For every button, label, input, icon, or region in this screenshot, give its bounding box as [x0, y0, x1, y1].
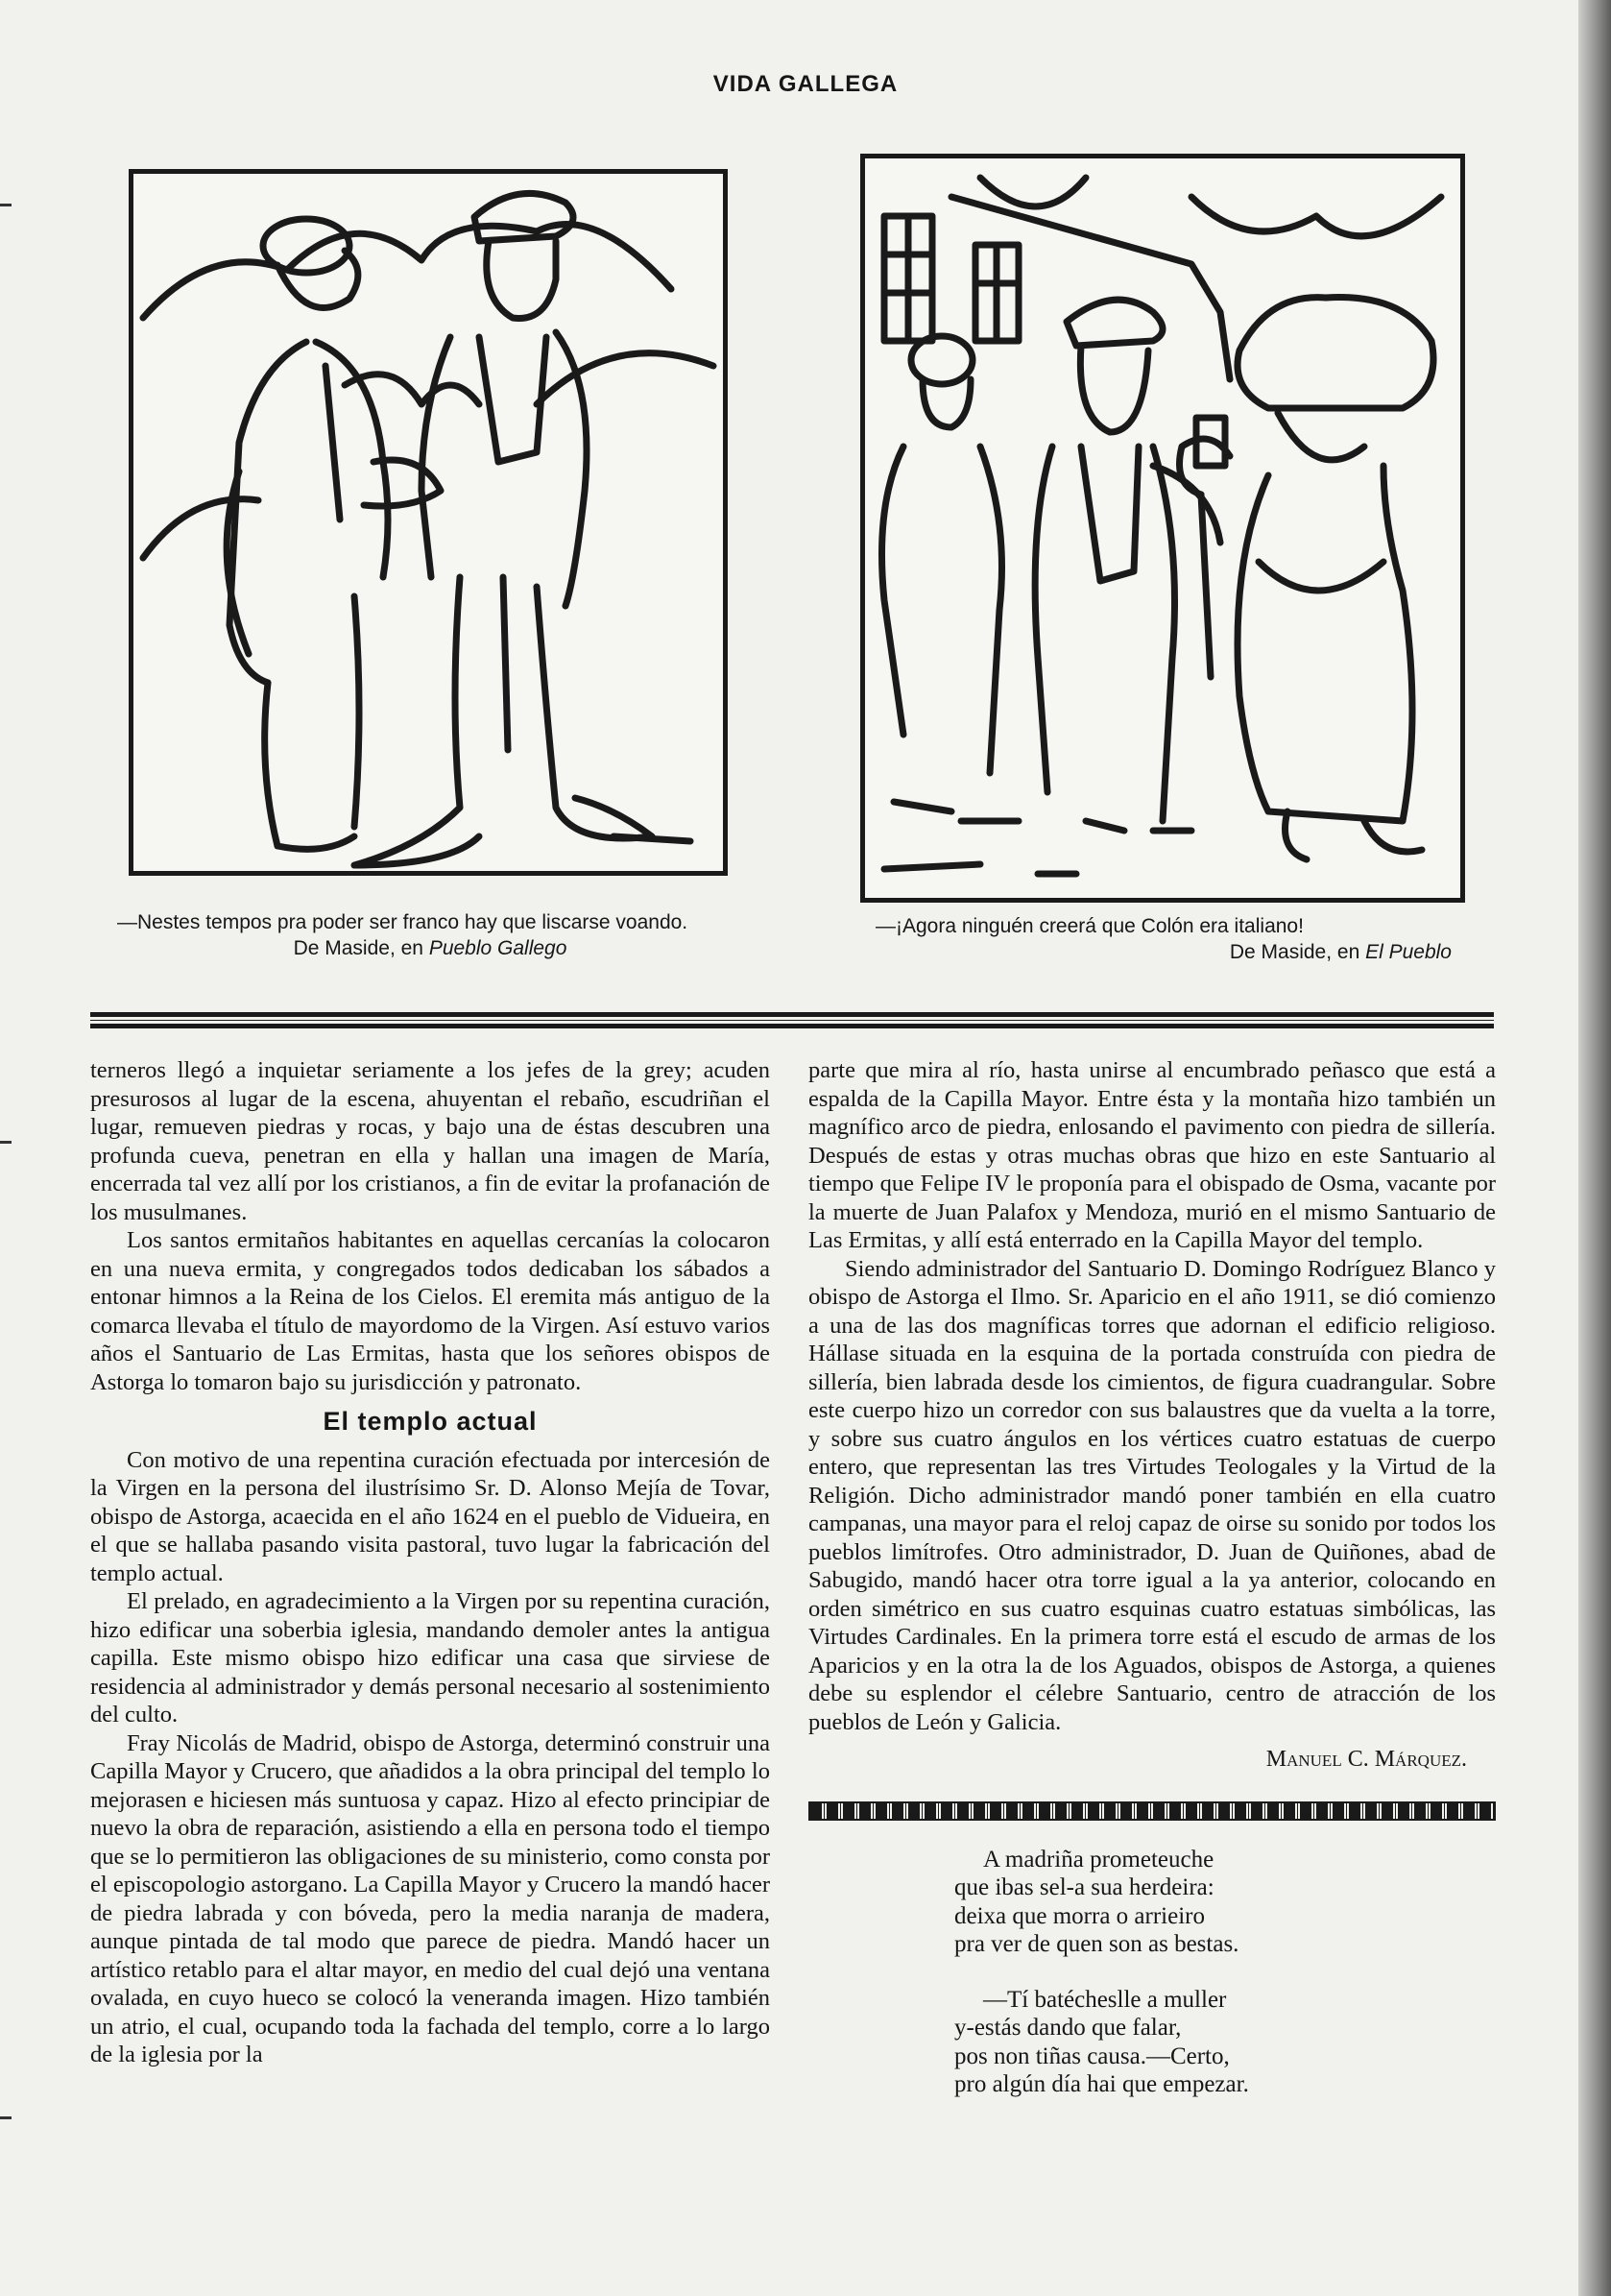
- cartoon-right-drawing: [865, 158, 1460, 898]
- cartoon-left-drawing: [133, 174, 723, 871]
- cartoon-right-caption-text: —¡Agora ninguén creerá que Colón era italiano!: [876, 915, 1304, 937]
- cartoon-left-credit: [117, 936, 743, 960]
- cartoon-right-caption: [876, 914, 1452, 964]
- credit-prefix: De Maside, en: [1229, 941, 1360, 963]
- credit-source: El Pueblo: [1365, 941, 1452, 963]
- book-spine-edge: [1578, 0, 1611, 2296]
- poem-line: A madriña prometeuche: [983, 1846, 1214, 1873]
- poem-line: pra ver de quen son as bestas.: [954, 1931, 1239, 1957]
- poem-line: pro algún día hai que empezar.: [954, 2071, 1249, 2097]
- binding-mark: [0, 1141, 12, 1144]
- poem-line: deixa que morra o arrieiro: [954, 1902, 1205, 1929]
- article-paragraph: El prelado, en agradecimiento a la Virgen por su repentina curación, hizo edificar una soberbia iglesia, mandando demoler antes la antigua capilla. Este mismo obispo hizo edificar una casa que sirviese de residencia al administrador y demás personal necesario al sostenimiento del culto.: [90, 1588, 770, 1728]
- article-subheading: El templo actual: [323, 1407, 538, 1436]
- poem: [954, 1846, 1496, 2099]
- poem-line: pos non tiñas causa.—Certo,: [954, 2042, 1230, 2069]
- credit-prefix: De Maside, en: [293, 937, 423, 959]
- article-paragraph: parte que mira al río, hasta unirse al encumbrado peñasco que está a espalda de la Capilla Mayor. Entre ésta y la montaña hizo también un magnífico arco de piedra, enlosando el pavimento con piedra de sillería. Después de estas y otras muchas obras que hizo en este Santuario al tiempo que Felipe IV le proponía para el obispado de Osma, vacante por la muerte de Juan Palafox y Mendoza, murió en el mismo Santuario de Las Ermitas, y allí está enterrado en la Capilla Mayor del templo.: [808, 1057, 1496, 1253]
- binding-mark: [0, 2116, 12, 2119]
- article-paragraph: Los santos ermitaños habitantes en aquellas cercanías la colocaron en una nueva ermita, y congregados todos dedicaban los sábados a entonar himnos a la Reina de los Cielos. El eremita más antiguo de la comarca llevaba el título de mayordomo de la Virgen. Así estuvo varios años el Santuario de Las Ermitas, hasta que los señores obispos de Astorga lo tomaron bajo su jurisdicción y patronato.: [90, 1227, 770, 1395]
- article-right-column: [808, 1056, 1496, 2126]
- article-left-column: [90, 1056, 770, 2069]
- ornamental-divider: [808, 1801, 1496, 1821]
- poem-stanza: [954, 1986, 1496, 2099]
- poem-line: y-estás dando que falar,: [954, 2015, 1182, 2041]
- poem-line: que ibas sel-a sua herdeira:: [954, 1874, 1214, 1900]
- cartoon-right-credit: [876, 940, 1452, 964]
- poem-line: —Tí batécheslle a muller: [983, 1986, 1227, 2013]
- section-rule: [90, 1012, 1494, 1028]
- article-paragraph: Fray Nicolás de Madrid, obispo de Astorga, determinó construir una Capilla Mayor y Crucero, que añadidos a la obra principal del templo lo mejorasen e hiciesen más suntuosa y capaz. Hizo al efecto principiar de nuevo la obra de reparación, asistiendo a ella en persona todo el tiempo que se lo permitieron las obligaciones de su ministerio, como consta por el episcopologio astorgano. La Capilla Mayor y Crucero la mandó hacer de piedra labrada y con bóveda, pero la media naranja de madera, aunque pintada de tal modo que parece de piedra. Mandó hacer un artístico retablo para el altar mayor, en medio del cual dejó una ventana ovalada, en cuyo hueco se colocó la veneranda imagen. Hizo también un atrio, el cual, ocupando toda la fachada del templo, corre a lo largo de la iglesia por la: [90, 1729, 770, 2067]
- cartoon-right: [860, 154, 1465, 903]
- article-paragraph: Con motivo de una repentina curación efectuada por intercesión de la Virgen en la persona del ilustrísimo Sr. D. Alonso Mejía de Tovar, obispo de Astorga, acaecida en el año 1624 en el pueblo de Vidueira, en el que se hallaba pasando visita pastoral, tuvo lugar la fabricación del templo actual.: [90, 1446, 770, 1586]
- binding-mark: [0, 204, 12, 206]
- cartoon-left-caption: [117, 910, 743, 960]
- cartoon-left: [129, 169, 728, 876]
- cartoon-left-caption-text: —Nestes tempos pra poder ser franco hay que liscarse voando.: [117, 911, 688, 933]
- poem-stanza: [954, 1846, 1496, 1959]
- page-header: VIDA GALLEGA: [712, 71, 899, 97]
- article-signature: Manuel C. Márquez.: [1265, 1747, 1467, 1772]
- article-paragraph: terneros llegó a inquietar seriamente a los jefes de la grey; acuden presurosos al lugar de la escena, ahuyentan el rebaño, escudriñan el lugar, remueven piedras y rocas, y bajo una de éstas descubren una profunda cueva, penetran en ella y hallan una imagen de María, encerrada tal vez allí por los cristianos, a fin de evitar la profanación de los musulmanes.: [90, 1057, 770, 1225]
- credit-source: Pueblo Gallego: [428, 937, 567, 959]
- article-paragraph: Siendo administrador del Santuario D. Domingo Rodríguez Blanco y obispo de Astorga el Ilmo. Sr. Aparicio en el año 1911, se dió comienzo a una de las dos magníficas torres que adornan el edificio religioso. Hállase situada en la esquina de la portada construída con piedra de sillería, bien labrada desde los cimientos, de figura cuadrangular. Sobre este cuerpo hizo un corredor con sus balaustres que da vuelta a la torre, y sobre sus cuatro ángulos en los vértices cuatro estatuas de cuerpo entero, que representan las tres Virtudes Teologales y la Virtud de la Religión. Dicho administrador mandó poner también en ella cuatro campanas, una mayor para el reloj capaz de oirse su sonido por todos los pueblos limítrofes. Otro administrador, D. Juan de Quiñones, abad de Sabugido, mandó hacer otra torre igual a la ya anterior, colocando en orden simétrico en sus cuatro esquinas cuatro estatuas simbólicas, las Virtudes Cardinales. En la primera torre está el escudo de armas de los Aparicios y en la otra la de los Aguados, obispos de Astorga, a quienes debe su esplendor el célebre Santuario, centro de atracción de los pueblos de León y Galicia.: [808, 1255, 1496, 1735]
